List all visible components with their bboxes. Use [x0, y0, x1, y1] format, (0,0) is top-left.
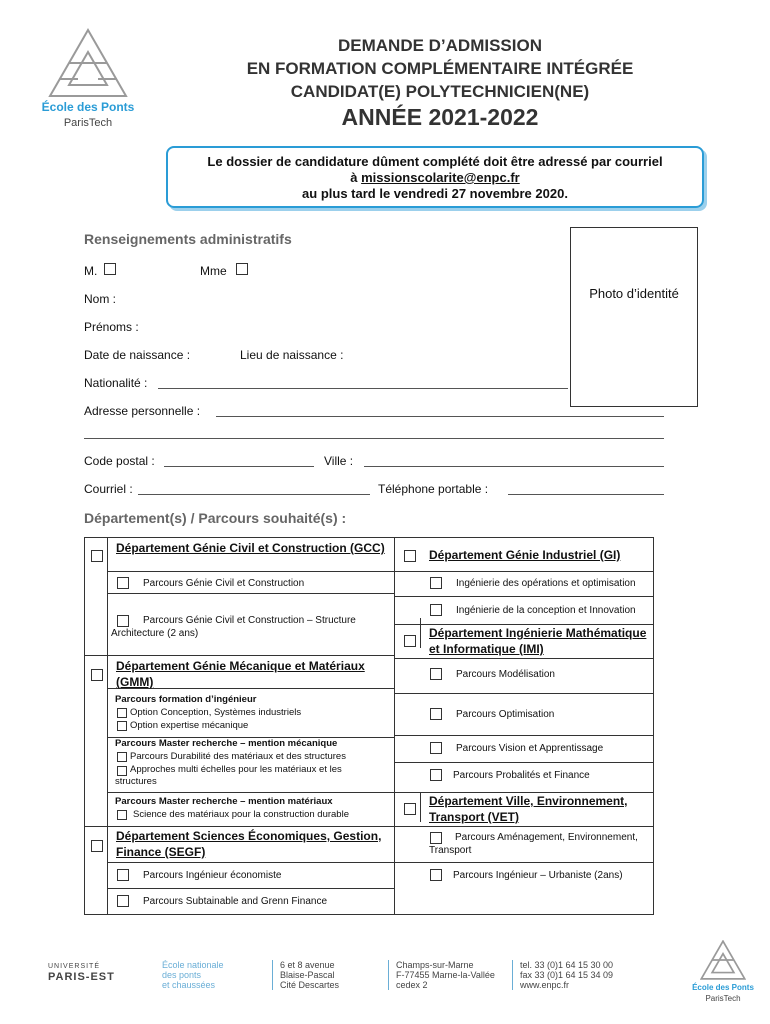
footer-logo-name: École des Ponts	[692, 983, 754, 992]
gi-checkbox[interactable]	[404, 550, 416, 562]
notice-line-1: Le dossier de candidature dûment complété doit être adressé par courriel	[207, 154, 663, 169]
footer-univ-line2: PARIS-EST	[48, 971, 115, 983]
gmm-checkbox[interactable]	[91, 669, 103, 681]
vet-p2-checkbox[interactable]	[430, 869, 442, 881]
imi-checkbox[interactable]	[404, 635, 416, 647]
notice-box	[166, 146, 704, 208]
title-line-1: DEMANDE D’ADMISSION	[337, 36, 542, 55]
title-line-2: EN FORMATION COMPLÉMENTAIRE INTÉGRÉE	[246, 59, 634, 78]
imi-p3-label: Parcours Vision et Apprentissage	[456, 743, 604, 754]
imi-p1-label: Parcours Modélisation	[456, 669, 555, 680]
gmm-pmm-o1-checkbox[interactable]	[117, 810, 127, 820]
notice-line-3: au plus tard le vendredi 27 novembre 2020.	[302, 186, 568, 201]
nationalite-field[interactable]	[158, 388, 568, 389]
footer-city-line2: F-77455 Marne-la-Vallée	[396, 970, 495, 980]
gmm-pmm-label: Parcours Master recherche – mention matériaux	[115, 796, 333, 807]
mrs-label: Mme	[200, 264, 227, 278]
vet-p1-label: Parcours Aménagement, Environnement, Transport	[429, 832, 638, 856]
footer-city	[396, 960, 495, 990]
footer-univ-line1: UNIVERSITÉ	[48, 963, 101, 970]
footer-school-line2: des ponts	[162, 970, 202, 980]
imi-title: Département Ingénierie Mathématique et Informatique (IMI)	[429, 626, 647, 656]
logo-name: École des Ponts	[41, 100, 135, 114]
mr-checkbox[interactable]	[104, 263, 116, 275]
gmm-title: Département Génie Mécanique et Matériaux (GMM)	[116, 659, 365, 689]
mrs-checkbox[interactable]	[236, 263, 248, 275]
imi-p2-label: Parcours Optimisation	[456, 709, 555, 720]
gmm-pfi-label: Parcours formation d’ingénieur	[115, 694, 257, 705]
section-title-departments: Département(s) / Parcours souhaité(s) :	[84, 510, 347, 526]
photo-label: Photo d’identité	[589, 286, 679, 301]
title-year: ANNÉE 2021-2022	[341, 104, 539, 130]
footer-addr-line2: Blaise-Pascal	[280, 970, 335, 980]
code-postal-label: Code postal :	[84, 454, 155, 468]
imi-p2-checkbox[interactable]	[430, 708, 442, 720]
gmm-pmr-o1-checkbox[interactable]	[117, 752, 127, 762]
ville-field[interactable]	[364, 466, 664, 467]
footer-city-line1: Champs-sur-Marne	[396, 960, 474, 970]
gmm-pmr-label: Parcours Master recherche – mention mécanique	[115, 738, 338, 749]
title-line-3: CANDIDAT(E) POLYTECHNICIEN(NE)	[290, 82, 590, 101]
departments-table	[84, 537, 654, 915]
ecole-des-ponts-logo	[48, 28, 128, 98]
footer-divider-3	[512, 960, 513, 990]
photo-box[interactable]	[570, 227, 698, 407]
code-postal-field[interactable]	[164, 466, 314, 467]
segf-title: Département Sciences Économiques, Gestion, Finance (SEGF)	[116, 829, 382, 859]
footer-divider-2	[388, 960, 389, 990]
footer-logo-sub: ParisTech	[705, 994, 741, 1003]
segf-p1-label: Parcours Ingénieur économiste	[143, 870, 282, 881]
footer-addr-line3: Cité Descartes	[280, 980, 340, 990]
gi-title: Département Génie Industriel (GI)	[429, 548, 621, 562]
adresse-label: Adresse personnelle :	[84, 404, 201, 418]
vet-checkbox[interactable]	[404, 803, 416, 815]
lieu-naissance-label: Lieu de naissance :	[240, 348, 344, 362]
mr-label: M.	[84, 264, 98, 278]
courriel-field[interactable]	[138, 494, 370, 495]
date-naissance-label: Date de naissance :	[84, 348, 191, 362]
gi-p2-checkbox[interactable]	[430, 604, 442, 616]
adresse-field-1[interactable]	[216, 416, 664, 417]
notice-prefix: à	[350, 170, 362, 185]
gmm-pmr-o2-label: Approches multi échelles pour les matériaux et les structures	[115, 764, 342, 787]
footer-logo	[700, 940, 746, 980]
prenoms-label: Prénoms :	[84, 320, 139, 334]
footer-fax: fax 33 (0)1 64 15 34 09	[520, 970, 614, 980]
gcc-title: Département Génie Civil et Construction (GCC)	[116, 541, 385, 555]
vet-p2-label: Parcours Ingénieur – Urbaniste (2ans)	[453, 870, 623, 881]
footer-contact	[520, 960, 613, 990]
imi-p1-checkbox[interactable]	[430, 668, 442, 680]
vet-title: Département Ville, Environnement, Transport (VET)	[429, 794, 628, 824]
imi-p4-checkbox[interactable]	[430, 769, 442, 781]
gcc-p1-label: Parcours Génie Civil et Construction	[143, 578, 305, 589]
segf-p2-checkbox[interactable]	[117, 895, 129, 907]
gmm-pmr-o1-label: Parcours Durabilité des matériaux et des structures	[130, 751, 346, 762]
footer-school-line1: École nationale	[162, 960, 224, 970]
segf-p2-label: Parcours Subtainable and Grenn Finance	[143, 896, 328, 907]
gmm-pfi-o1-label: Option Conception, Systèmes industriels	[130, 707, 302, 718]
footer-school-line3: et chaussées	[162, 980, 216, 990]
gcc-p1-checkbox[interactable]	[117, 577, 129, 589]
adresse-field-2[interactable]	[84, 438, 664, 439]
footer-divider-1	[272, 960, 273, 990]
gi-p2-label: Ingénierie de la conception et Innovation	[456, 605, 636, 616]
gmm-pfi-o2-checkbox[interactable]	[117, 721, 127, 731]
imi-p4-label: Parcours Probalités et Finance	[453, 770, 590, 781]
telephone-label: Téléphone portable :	[378, 482, 489, 496]
email-link[interactable]: missionscolarite@enpc.fr	[361, 170, 520, 185]
gcc-p2-label: Parcours Génie Civil et Construction – Structure Architecture (2 ans)	[111, 615, 356, 639]
imi-p3-checkbox[interactable]	[430, 742, 442, 754]
nationalite-label: Nationalité :	[84, 376, 148, 390]
footer-addr-line1: 6 et 8 avenue	[280, 960, 335, 970]
telephone-field[interactable]	[508, 494, 664, 495]
logo-subtitle: ParisTech	[63, 117, 113, 129]
gcc-checkbox[interactable]	[91, 550, 103, 562]
nom-label: Nom :	[84, 292, 117, 306]
gi-p1-label: Ingénierie des opérations et optimisation	[456, 578, 636, 589]
segf-checkbox[interactable]	[91, 840, 103, 852]
footer-web[interactable]: www.enpc.fr	[520, 980, 570, 990]
gmm-pfi-o1-checkbox[interactable]	[117, 708, 127, 718]
segf-p1-checkbox[interactable]	[117, 869, 129, 881]
section-title-admin: Renseignements administratifs	[84, 231, 292, 247]
footer-tel: tel. 33 (0)1 64 15 30 00	[520, 960, 614, 970]
footer-city-line3: cedex 2	[396, 980, 428, 990]
footer-address	[280, 960, 339, 990]
footer-school	[162, 960, 224, 990]
gi-p1-checkbox[interactable]	[430, 577, 442, 589]
courriel-label: Courriel :	[84, 482, 133, 496]
gmm-pfi-o2-label: Option expertise mécanique	[130, 720, 249, 731]
notice-line-2	[168, 170, 702, 186]
footer-university	[48, 962, 115, 982]
gmm-pmm-o1-label: Science des matériaux pour la construction durable	[133, 809, 349, 820]
ville-label: Ville :	[324, 454, 354, 468]
